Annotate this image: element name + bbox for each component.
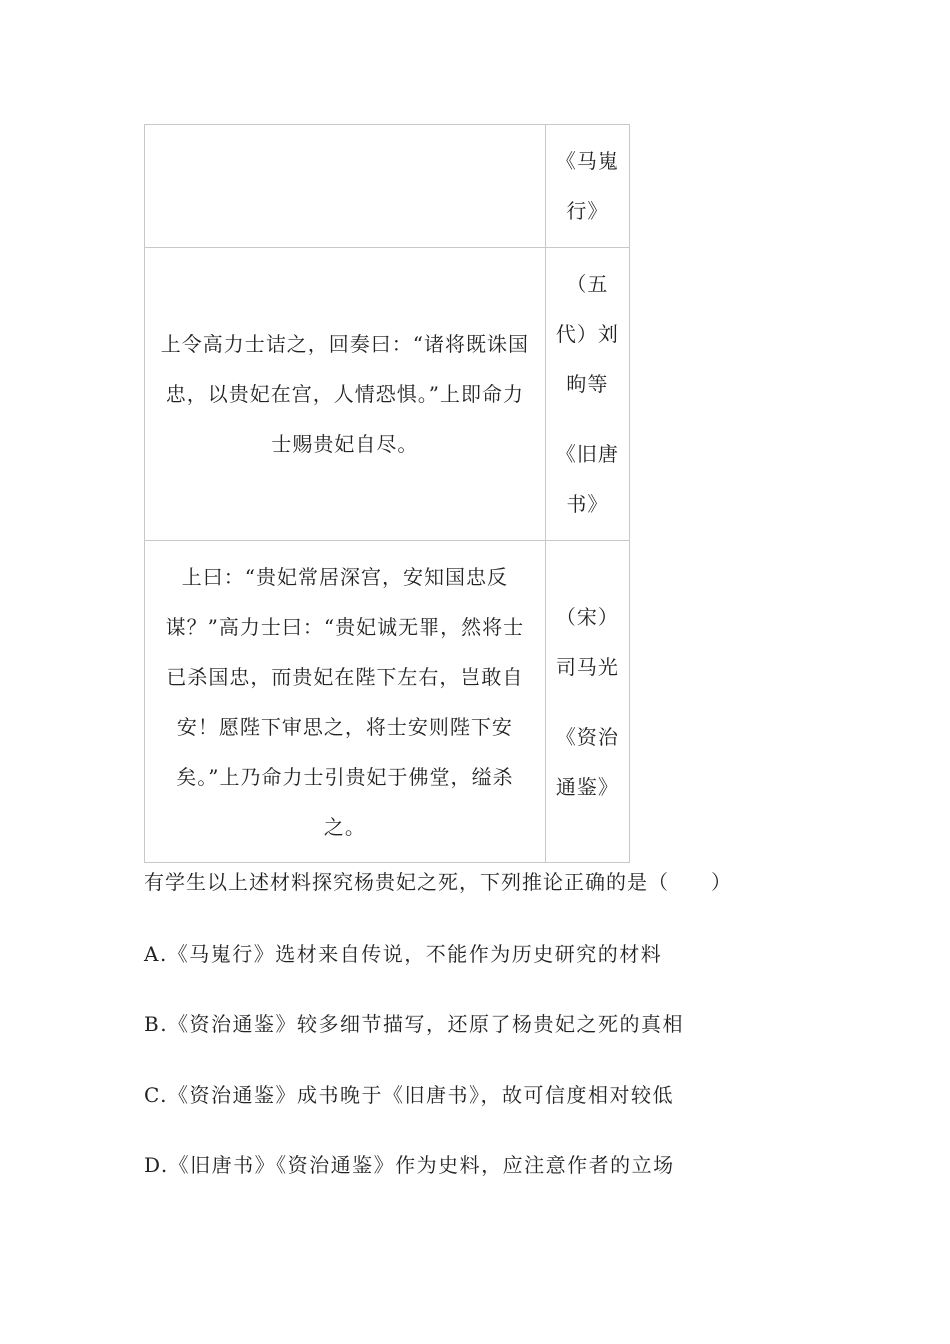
option-b[interactable]: B.《资治通鉴》较多细节描写，还原了杨贵妃之死的真相	[144, 1012, 685, 1036]
source-line: 行》	[566, 199, 609, 223]
source-book-line: 通鉴》	[555, 774, 619, 799]
table-row	[145, 541, 630, 863]
material-text: 上曰：“贵妃常居深宫，安知国忠反谋？”高力士曰：“贵妃诚无罪，然将士已杀国忠，而贵妃在陛下左右，岂敢自安！愿陛下审思之，将士安则陛下安矣。”上乃命力士引贵妃于佛堂，缢杀之。	[165, 564, 525, 839]
table-row	[145, 125, 630, 248]
source-author-line: 司马光	[555, 654, 619, 679]
material-text-cell	[145, 125, 546, 248]
source-cell	[545, 541, 629, 863]
source-material-table	[144, 124, 630, 863]
source-line: 《马嵬	[555, 149, 619, 173]
question-stem: 有学生以上述材料探究杨贵妃之死，下列推论正确的是（ ）	[144, 870, 732, 894]
source-cell	[545, 248, 629, 541]
source-book-line: 《旧唐	[555, 442, 619, 466]
material-text: 上令高力士诘之，回奏曰：“诸将既诛国忠，以贵妃在宫，人情恐惧。”上即命力士赐贵妃自尽。	[160, 332, 530, 456]
source-cell	[545, 125, 629, 248]
option-c[interactable]: C.《资治通鉴》成书晚于《旧唐书》，故可信度相对较低	[144, 1083, 674, 1107]
source-book-line: 《资治	[555, 724, 619, 749]
material-text-cell	[145, 248, 546, 541]
table-row	[145, 248, 630, 541]
source-author-line: 代）刘	[555, 322, 619, 346]
material-text-cell	[145, 541, 546, 863]
option-a[interactable]: A.《马嵬行》选材来自传说，不能作为历史研究的材料	[144, 942, 663, 966]
source-author-line: （五	[566, 272, 609, 296]
option-d[interactable]: D.《旧唐书》《资治通鉴》作为史料，应注意作者的立场	[144, 1153, 675, 1177]
source-book-line: 书》	[566, 492, 609, 516]
source-author-line: 昫等	[566, 372, 609, 396]
source-author-line: （宋）	[555, 604, 619, 629]
